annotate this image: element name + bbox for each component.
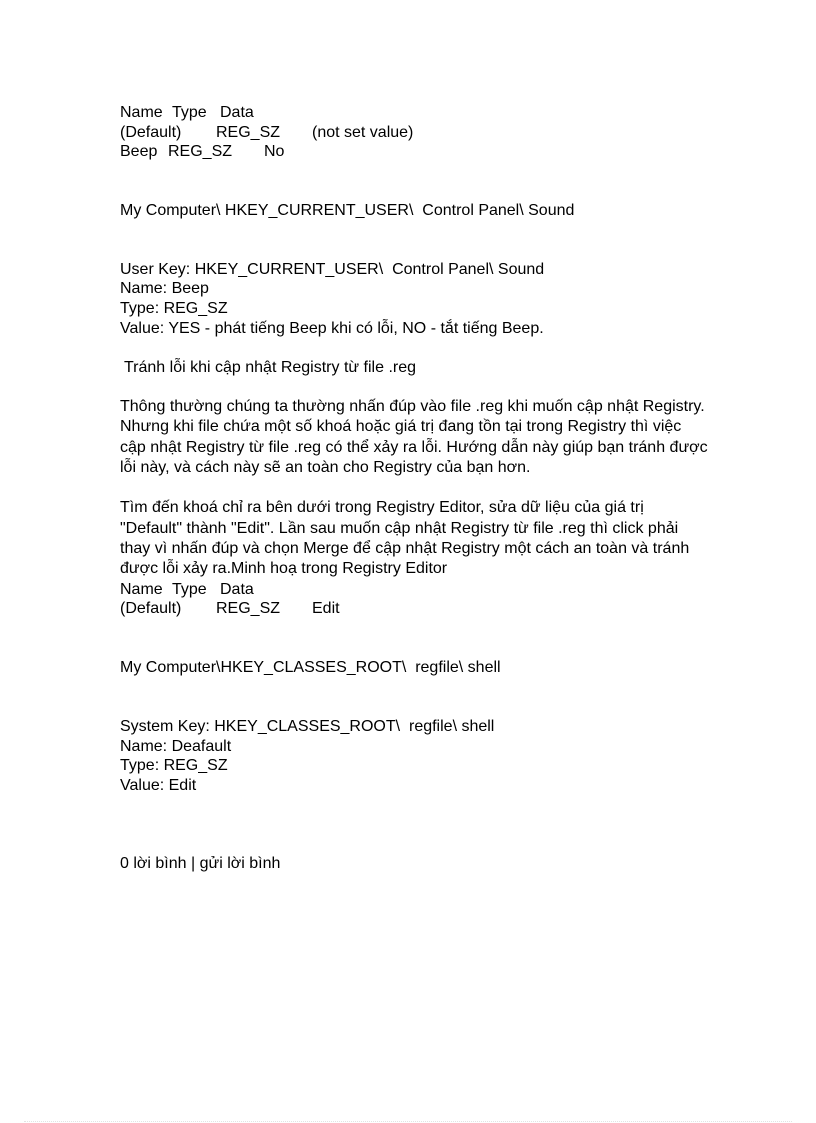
table2-row: [120, 599, 710, 619]
comments-line: [120, 854, 710, 874]
table2-header-type: Type: [172, 580, 207, 598]
table1-header-name: Name: [120, 104, 163, 121]
table1-row-type: REG_SZ: [168, 143, 233, 161]
table2-header: [120, 580, 710, 600]
table2-row-name: (Default): [120, 600, 182, 618]
table1-row-type: REG_SZ: [216, 123, 281, 141]
document-content: [120, 103, 710, 874]
table2-row-data: Edit: [312, 600, 340, 618]
table1-row-data: No: [264, 143, 285, 161]
table2-header-data: Data: [220, 580, 254, 598]
table1-row: [120, 123, 710, 143]
table1-row-name: Beep: [120, 143, 158, 161]
registry-path-2: My Computer\HKEY_CLASSES_ROOT\ regfile\ shell: [120, 659, 501, 677]
table1-header-type: Type: [172, 104, 207, 121]
type-line: Type: REG_SZ: [120, 299, 228, 317]
table2-header-name: Name: [120, 580, 163, 598]
paragraph-1: Thông thường chúng ta thường nhấn đúp vào file .reg khi muốn cập nhật Registry. Nhưng khi file chứa một số khoá hoặc giá trị đang tồn tại trong Registry thì việc cập nhật Registry từ file .reg có thể xảy ra lỗi. Hướng dẫn này giúp bạn tránh được lỗi này, và cách này sẽ an toàn cho Registry của bạn hơn.: [120, 397, 708, 477]
page-bottom-divider: [24, 1121, 792, 1122]
table1-row: [120, 142, 710, 162]
send-comment-link[interactable]: gửi lời bình: [199, 855, 281, 873]
name-line: Name: Deafault: [120, 737, 232, 755]
registry-path-1: My Computer\ HKEY_CURRENT_USER\ Control Panel\ Sound: [120, 201, 575, 219]
table1-header-data: Data: [220, 104, 254, 121]
name-line: Name: Beep: [120, 280, 209, 298]
table2-row-type: REG_SZ: [216, 600, 281, 618]
table1-row-name: (Default): [120, 123, 182, 141]
comment-count-link[interactable]: 0 lời bình: [120, 855, 187, 873]
table1-header: [120, 103, 710, 123]
section-heading: Tránh lỗi khi cập nhật Registry từ file .reg: [124, 358, 417, 376]
value-line: Value: Edit: [120, 776, 197, 794]
paragraph-2: Tìm đến khoá chỉ ra bên dưới trong Registry Editor, sửa dữ liệu của giá trị "Default" thành "Edit". Lần sau muốn cập nhật Registry từ file .reg thì click phải thay vì nhấn đúp và chọn Merge để cập nhật Registry một cách an toàn và tránh được lỗi xảy ra.Minh hoạ trong Registry Editor: [120, 499, 690, 578]
table1-row-data: (not set value): [312, 123, 414, 141]
system-key-line: System Key: HKEY_CLASSES_ROOT\ regfile\ shell: [120, 717, 495, 735]
type-line: Type: REG_SZ: [120, 757, 228, 775]
value-line: Value: YES - phát tiếng Beep khi có lỗi, NO - tắt tiếng Beep.: [120, 319, 544, 337]
user-key-line: User Key: HKEY_CURRENT_USER\ Control Panel\ Sound: [120, 260, 545, 278]
comments-separator: |: [190, 855, 196, 873]
